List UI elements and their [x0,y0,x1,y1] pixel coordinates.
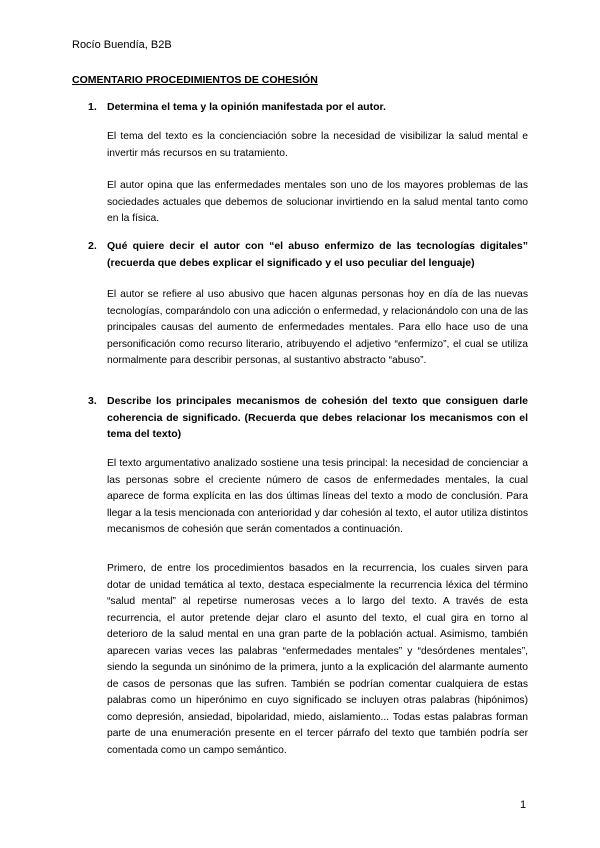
question-1 [88,99,528,116]
answer-paragraph: El autor se refiere al uso abusivo que hacen algunas personas hoy en día de las nuevas tecnologías, comparándolo con una adicción o enfermedad, y relacionándolo con una de las principales causas del aumento de enfermedades mentales. Para ello hace uso de una personificación como recurso literario, atribuyendo el adjetivo “enfermizo”, el cual se utiliza normalmente para describir personas, al sustantivo abstracto “abuso”. [107,289,528,366]
question-text: Qué quiere decir el autor con “el abuso enfermizo de las tecnologías digitales” (recuerda que debes explicar el significado y el uso peculiar del lenguaje) [107,240,528,269]
answer-paragraph: El texto argumentativo analizado sostiene una tesis principal: la necesidad de concienciar a las personas sobre el creciente número de casos de enfermedades mentales, la cual aparece de forma explícita en las dos últimas líneas del texto a modo de conclusión. Para llegar a la tesis mencionada con anterioridad y dar cohesión al texto, el autor utiliza distintos mecanismos de cohesión que serán comentados a continuación. [107,458,528,535]
author-header: Rocío Buendía, B2B [72,39,172,51]
answer-paragraph: El autor opina que las enfermedades mentales son uno de los mayores problemas de las sociedades actuales que debemos de solucionar invirtiendo en la salud mental tanto como en la física. [107,180,528,224]
question-number: 3. [88,395,97,407]
question-text: Determina el tema y la opinión manifestada por el autor. [107,101,386,113]
question-text: Describe los principales mecanismos de cohesión del texto que consiguen darle coherencia de significado. (Recuerda que debes relacionar los mecanismos con el tema del texto) [107,395,528,440]
question-number: 1. [88,101,97,113]
answer-paragraph: El tema del texto es la concienciación sobre la necesidad de visibilizar la salud mental e invertir más recursos en su tratamiento. [107,131,528,159]
answer-paragraph: Primero, de entre los procedimientos basados en la recurrencia, los cuales sirven para dotar de unidad temática al texto, destaca especialmente la recurrencia léxica del término “salud mental” al repetirse numerosas veces a lo largo del texto. A través de esta recurrencia, el autor pretende dejar claro el asunto del texto, el cual gira en torno al deterioro de la salud mental en una gran parte de la población actual. Asimismo, también aparecen varias veces las palabras “enfermedades mentales” y “desórdenes mentales”, siendo la segunda un sinónimo de la primera, junto a la explicación del alarmante aumento de casos de personas que las sufren. También se podrían comentar cualquiera de estas palabras como un hiperónimo en cuyo significado se incluyen otras palabras (hipónimos) como depresión, ansiedad, bipolaridad, miedo, aislamiento... Todas estas palabras forman parte de una enumeración presente en el tercer párrafo del texto que también podría ser comentada como un campo semántico. [107,563,528,756]
document-title: COMENTARIO PROCEDIMIENTOS DE COHESIÓN [72,74,318,86]
question-number: 2. [88,240,97,252]
question-3 [88,393,528,443]
question-2 [88,238,528,271]
page-number: 1 [520,799,527,811]
